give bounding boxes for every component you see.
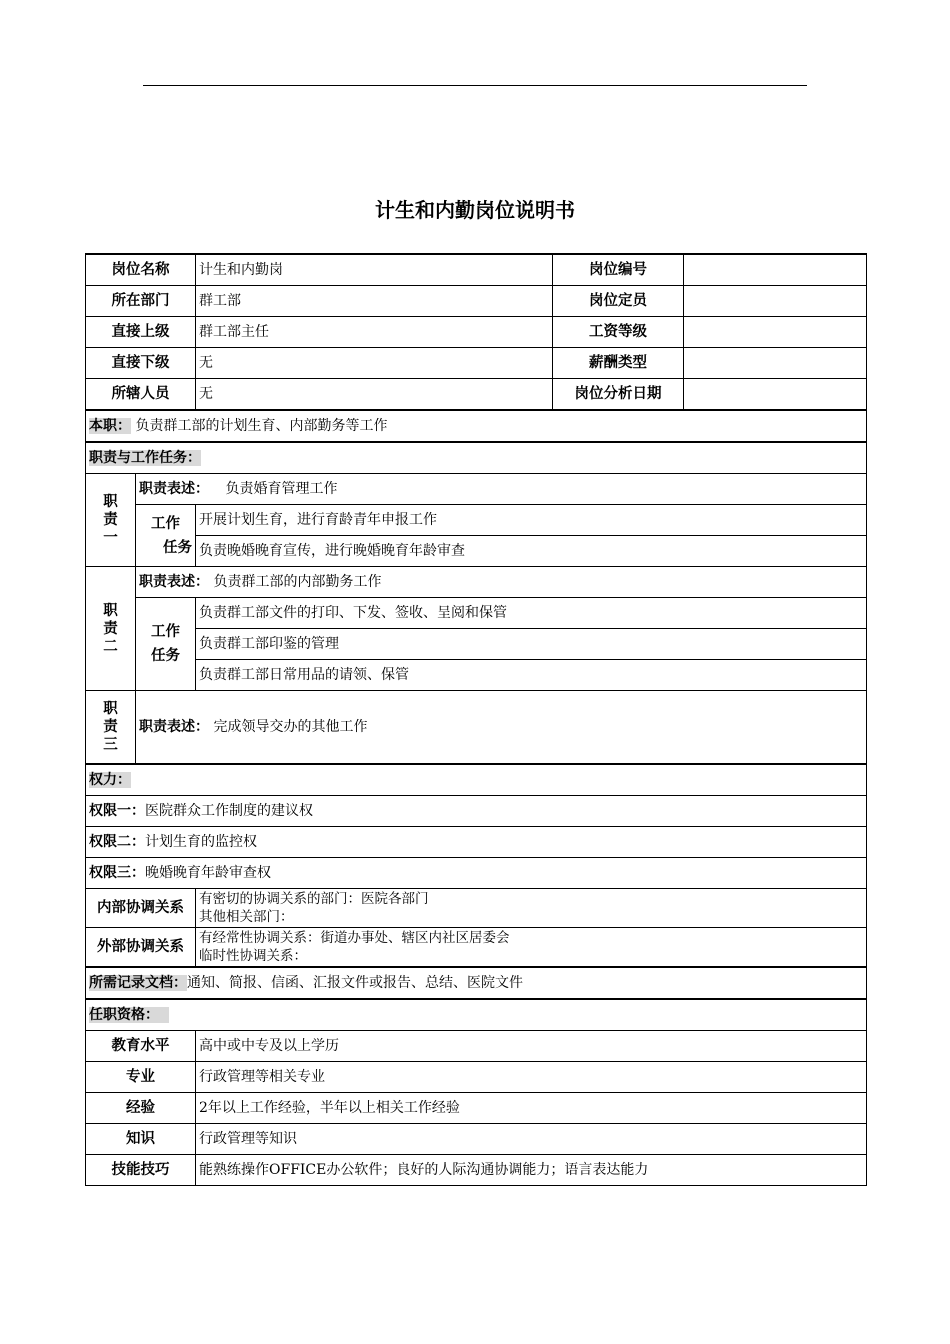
coordination-label: 内部协调关系 bbox=[86, 889, 196, 928]
authority-text: 计划生育的监控权 bbox=[145, 834, 257, 850]
desc-label: 职责表述： bbox=[139, 481, 209, 497]
responsibilities-header-row bbox=[86, 442, 867, 474]
task-text: 负责群工部文件的打印、下发、签收、呈阅和保管 bbox=[196, 598, 867, 629]
task-label: 工作 任务 bbox=[136, 505, 196, 567]
field-label: 直接下级 bbox=[86, 348, 196, 379]
coordination-label: 外部协调关系 bbox=[86, 928, 196, 968]
authority-header-row bbox=[86, 764, 867, 796]
field-label: 岗位定员 bbox=[553, 286, 684, 317]
external-coordination-row bbox=[86, 928, 867, 968]
task-label: 工作 任务 bbox=[136, 598, 196, 691]
internal-coordination-row bbox=[86, 889, 867, 928]
field-label: 工资等级 bbox=[553, 317, 684, 348]
field-label: 所在部门 bbox=[86, 286, 196, 317]
responsibility-2-desc-row bbox=[86, 567, 867, 598]
field-value bbox=[684, 286, 867, 317]
qualification-row bbox=[86, 1124, 867, 1155]
desc-text: 完成领导交办的其他工作 bbox=[213, 719, 368, 735]
responsibility-1-desc-row bbox=[86, 474, 867, 505]
qualification-row bbox=[86, 1155, 867, 1186]
coordination-line: 其他相关部门： bbox=[199, 909, 294, 925]
qualification-label: 专业 bbox=[86, 1062, 196, 1093]
duty-row bbox=[86, 410, 867, 442]
basic-row bbox=[86, 317, 867, 348]
task-row bbox=[86, 629, 867, 660]
task-row bbox=[86, 505, 867, 536]
qualifications-header-row bbox=[86, 999, 867, 1031]
qualification-label: 技能技巧 bbox=[86, 1155, 196, 1186]
task-text: 开展计划生育，进行育龄青年申报工作 bbox=[196, 505, 867, 536]
header-rule bbox=[143, 85, 807, 86]
field-value bbox=[684, 254, 867, 286]
qualification-row bbox=[86, 1093, 867, 1124]
task-text: 负责群工部日常用品的请领、保管 bbox=[196, 660, 867, 691]
job-description-table bbox=[85, 253, 867, 1186]
authority-text: 晚婚晚育年龄审查权 bbox=[145, 865, 271, 881]
qualification-text: 高中或中专及以上学历 bbox=[196, 1031, 867, 1062]
field-label: 岗位分析日期 bbox=[553, 379, 684, 411]
field-value: 无 bbox=[196, 379, 553, 411]
field-value: 群工部主任 bbox=[196, 317, 553, 348]
desc-text: 负责婚育管理工作 bbox=[225, 481, 338, 497]
qualification-row bbox=[86, 1031, 867, 1062]
records-text: 通知、简报、信函、汇报文件或报告、总结、医院文件 bbox=[187, 975, 523, 991]
field-value: 无 bbox=[196, 348, 553, 379]
qualification-text: 行政管理等相关专业 bbox=[196, 1062, 867, 1093]
authority-row bbox=[86, 827, 867, 858]
responsibility-side-label: 职 责 一 bbox=[86, 474, 136, 567]
authority-row bbox=[86, 796, 867, 827]
authority-text: 医院群众工作制度的建议权 bbox=[145, 803, 313, 819]
field-value bbox=[684, 348, 867, 379]
responsibility-side-label: 职 责 三 bbox=[86, 691, 136, 765]
qualification-text: 能熟练操作OFFICE办公软件；良好的人际沟通协调能力；语言表达能力 bbox=[196, 1155, 867, 1186]
records-label: 所需记录文档： bbox=[89, 975, 187, 991]
field-label: 直接上级 bbox=[86, 317, 196, 348]
authority-label: 权限二： bbox=[89, 834, 145, 850]
coordination-line: 有密切的协调关系的部门：医院各部门 bbox=[199, 891, 429, 907]
field-label: 所辖人员 bbox=[86, 379, 196, 411]
authority-label: 权限一： bbox=[89, 803, 145, 819]
page-title: 计生和内勤岗位说明书 bbox=[375, 198, 575, 222]
authority-row bbox=[86, 858, 867, 889]
basic-row bbox=[86, 254, 867, 286]
desc-label: 职责表述： bbox=[139, 574, 209, 590]
authority-label: 权限三： bbox=[89, 865, 145, 881]
responsibility-3-row bbox=[86, 691, 867, 765]
qualification-text: 2年以上工作经验，半年以上相关工作经验 bbox=[196, 1093, 867, 1124]
section-header: 职责与工作任务： bbox=[89, 450, 201, 466]
field-value: 计生和内勤岗 bbox=[196, 254, 553, 286]
field-value: 群工部 bbox=[196, 286, 553, 317]
field-label: 薪酬类型 bbox=[553, 348, 684, 379]
field-label: 岗位编号 bbox=[553, 254, 684, 286]
field-label: 岗位名称 bbox=[86, 254, 196, 286]
field-value bbox=[684, 317, 867, 348]
basic-row bbox=[86, 348, 867, 379]
desc-text: 负责群工部的内部勤务工作 bbox=[213, 574, 382, 590]
responsibility-side-label: 职 责 二 bbox=[86, 567, 136, 691]
coordination-line: 有经常性协调关系：街道办事处、辖区内社区居委会 bbox=[199, 930, 510, 946]
task-text: 负责群工部印鉴的管理 bbox=[196, 629, 867, 660]
task-row bbox=[86, 660, 867, 691]
qualification-row bbox=[86, 1062, 867, 1093]
section-header: 权力： bbox=[89, 772, 131, 788]
qualification-label: 知识 bbox=[86, 1124, 196, 1155]
task-row bbox=[86, 598, 867, 629]
desc-label: 职责表述： bbox=[139, 719, 209, 735]
field-value bbox=[684, 379, 867, 411]
basic-row bbox=[86, 379, 867, 411]
records-row bbox=[86, 967, 867, 999]
qualification-text: 行政管理等知识 bbox=[196, 1124, 867, 1155]
task-row bbox=[86, 536, 867, 567]
duty-text: 负责群工部的计划生育、内部勤务等工作 bbox=[135, 418, 388, 434]
qualification-label: 经验 bbox=[86, 1093, 196, 1124]
basic-row bbox=[86, 286, 867, 317]
coordination-line: 临时性协调关系： bbox=[199, 948, 307, 964]
section-header: 任职资格： bbox=[89, 1007, 169, 1023]
duty-label: 本职： bbox=[89, 418, 131, 434]
task-text: 负责晚婚晚育宣传，进行晚婚晚育年龄审查 bbox=[196, 536, 867, 567]
qualification-label: 教育水平 bbox=[86, 1031, 196, 1062]
